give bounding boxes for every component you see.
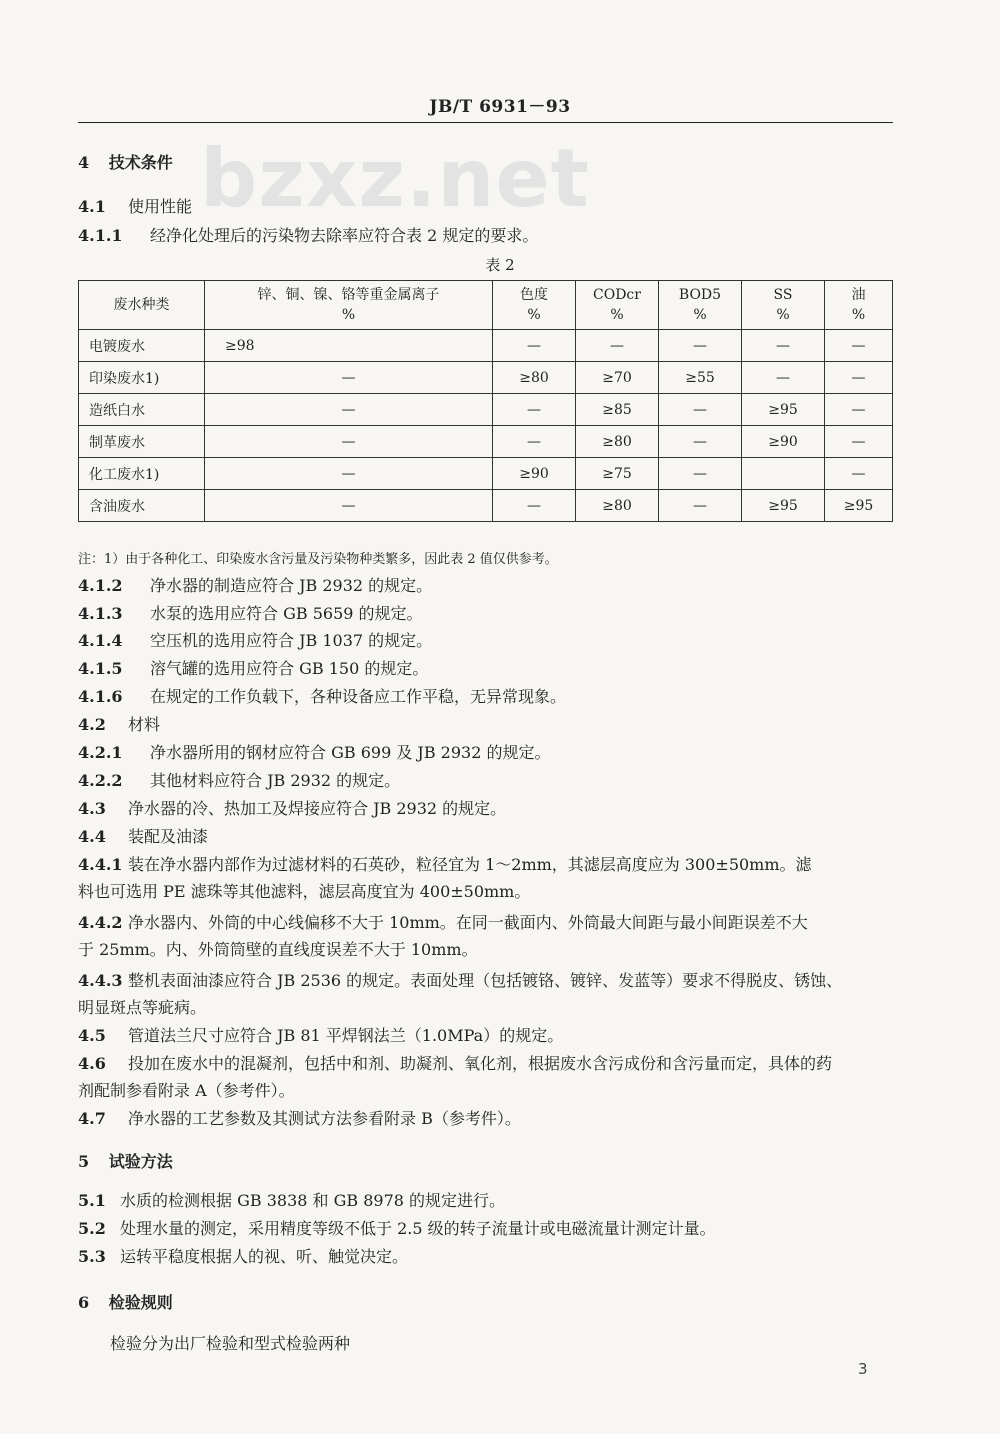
- section-number: 4: [78, 153, 90, 172]
- clause-text: 管道法兰尺寸应符合 JB 81 平焊钢法兰（1.0MPa）的规定。: [128, 1026, 564, 1045]
- cell: ≥90: [493, 458, 576, 490]
- clause-number: 4.1.1: [78, 226, 123, 245]
- cell: ≥75: [576, 458, 659, 490]
- cell: —: [493, 490, 576, 522]
- col-name: 锌、铜、镍、铬等重金属离子: [257, 287, 440, 303]
- row-name: 制革废水: [79, 426, 205, 458]
- clause-text: 空压机的选用应符合 JB 1037 的规定。: [150, 631, 433, 650]
- clause-text: 投加在废水中的混凝剂，包括中和剂、助凝剂、氧化剂，根据废水含污成份和含污量而定，具体的药: [128, 1054, 833, 1073]
- header-rule: [78, 122, 893, 123]
- col-unit: %: [610, 307, 624, 323]
- row-name: 化工废水1): [79, 458, 205, 490]
- clause-number: 4.2: [78, 715, 106, 734]
- clause: [78, 1246, 408, 1268]
- cell: —: [659, 458, 742, 490]
- row-name: 电镀废水: [79, 330, 205, 362]
- cell: ≥80: [493, 362, 576, 394]
- clause: [78, 1190, 505, 1212]
- clause-number: 4.4.1: [78, 855, 123, 874]
- col-name: BOD5: [678, 287, 722, 303]
- cell: ≥85: [576, 394, 659, 426]
- clause-text: 水质的检测根据 GB 3838 和 GB 8978 的规定进行。: [120, 1191, 506, 1210]
- cell: ≥80: [576, 490, 659, 522]
- cell: —: [742, 362, 825, 394]
- clause: [78, 770, 400, 792]
- table-row: [79, 458, 893, 490]
- cell: —: [825, 330, 893, 362]
- clause: [78, 826, 208, 848]
- clause: [78, 1218, 716, 1240]
- cell: ≥70: [576, 362, 659, 394]
- cell: ≥98: [205, 330, 493, 362]
- clause: [78, 658, 428, 680]
- header-oil: [825, 281, 893, 330]
- section-4-heading: [78, 152, 173, 174]
- clause-text: 净水器的工艺参数及其测试方法参看附录 B（参考件）。: [128, 1109, 521, 1128]
- section-number: 5: [78, 1152, 90, 1171]
- cell: ≥80: [576, 426, 659, 458]
- clause-text: 料也可选用 PE 滤珠等其他滤料，滤层高度宜为 400±50mm。: [78, 882, 531, 901]
- section-5-heading: [78, 1151, 173, 1173]
- cell: —: [742, 330, 825, 362]
- col-name: SS: [773, 287, 793, 303]
- clause-text: 剂配制参看附录 A（参考件）。: [78, 1081, 295, 1100]
- clause-text: 经净化处理后的污染物去除率应符合表 2 规定的要求。: [150, 226, 539, 245]
- clause-text: 净水器内、外筒的中心线偏移不大于 10mm。在同一截面内、外筒最大间距与最小间距误差不大: [128, 913, 808, 932]
- clause-number: 4.1.5: [78, 659, 123, 678]
- section-title: 检验规则: [108, 1293, 173, 1312]
- table-row: [79, 362, 893, 394]
- clause-number: 4.1.6: [78, 687, 123, 706]
- col-name: 色度: [520, 287, 548, 303]
- cell: —: [825, 458, 893, 490]
- clause-number: 4.4.2: [78, 913, 123, 932]
- clause-text: 装配及油漆: [128, 827, 209, 846]
- clause: [78, 742, 551, 764]
- clause-4-1: [78, 196, 192, 218]
- clause-number: 4.1.3: [78, 604, 123, 623]
- clause-text: 明显斑点等疵病。: [78, 998, 207, 1017]
- clause-number: 4.2.1: [78, 743, 123, 762]
- table-row: [79, 394, 893, 426]
- clause-text: 在规定的工作负载下，各种设备应工作平稳，无异常现象。: [150, 687, 567, 706]
- clause: [78, 1025, 563, 1047]
- clause-number: 5.3: [78, 1247, 106, 1266]
- clause-text: 净水器所用的钢材应符合 GB 699 及 JB 2932 的规定。: [150, 743, 551, 762]
- clause-text: 净水器的冷、热加工及焊接应符合 JB 2932 的规定。: [128, 799, 507, 818]
- cell: —: [825, 362, 893, 394]
- clause-number: 5.2: [78, 1219, 106, 1238]
- col-unit: %: [693, 307, 707, 323]
- header-bod: [659, 281, 742, 330]
- clause-number: 4.7: [78, 1109, 106, 1128]
- section-6-heading: [78, 1292, 173, 1314]
- cell: ≥95: [742, 394, 825, 426]
- clause: [78, 970, 842, 992]
- table-header-row: [79, 281, 893, 330]
- clause-text: 净水器的制造应符合 JB 2932 的规定。: [150, 576, 433, 595]
- clause-text: 处理水量的测定，采用精度等级不低于 2.5 级的转子流量计或电磁流量计测定计量。: [120, 1219, 716, 1238]
- clause-number: 4.4.3: [78, 971, 123, 990]
- clause-text: 材料: [128, 715, 161, 734]
- clause-number: 4.1: [78, 197, 106, 216]
- cell: —: [493, 330, 576, 362]
- cell: —: [205, 426, 493, 458]
- header-ss: [742, 281, 825, 330]
- row-name: 印染废水1): [79, 362, 205, 394]
- clause: [78, 1108, 521, 1130]
- clause-continuation: [78, 939, 478, 961]
- clause: [78, 912, 808, 934]
- col-unit: %: [851, 307, 866, 323]
- clause-text: 运转平稳度根据人的视、听、触觉决定。: [120, 1247, 409, 1266]
- cell: ≥90: [742, 426, 825, 458]
- cell: ≥95: [742, 490, 825, 522]
- cell: —: [205, 394, 493, 426]
- document-header: JB/T 6931－93: [429, 97, 571, 117]
- cell: ≥95: [825, 490, 893, 522]
- col-unit: %: [776, 307, 790, 323]
- cell: —: [576, 330, 659, 362]
- cell: —: [205, 490, 493, 522]
- clause-continuation: [78, 1080, 295, 1102]
- clause-number: 5.1: [78, 1191, 106, 1210]
- clause: [78, 575, 432, 597]
- section-6-body: 检验分为出厂检验和型式检验两种: [110, 1334, 351, 1353]
- table-row: [79, 490, 893, 522]
- removal-rate-table: [78, 280, 893, 522]
- page-number: 3: [858, 1360, 868, 1378]
- table-row: [79, 330, 893, 362]
- clause-number: 4.3: [78, 799, 106, 818]
- clause-text: 装在净水器内部作为过滤材料的石英砂，粒径宜为 1～2mm，其滤层高度应为 300±50mm。滤: [128, 855, 812, 874]
- clause-text: 于 25mm。内、外筒筒壁的直线度误差不大于 10mm。: [78, 940, 478, 959]
- cell: —: [659, 490, 742, 522]
- cell: —: [205, 458, 493, 490]
- clause-text: 整机表面油漆应符合 JB 2536 的规定。表面处理（包括镀铬、镀锌、发蓝等）要求不得脱皮、锈蚀、: [128, 971, 843, 990]
- clause-number: 4.2.2: [78, 771, 123, 790]
- section-title: 试验方法: [108, 1152, 173, 1171]
- clause-number: 4.5: [78, 1026, 106, 1045]
- header-cod: [576, 281, 659, 330]
- cell: —: [825, 394, 893, 426]
- cell: —: [825, 426, 893, 458]
- clause: [78, 1053, 832, 1075]
- row-name: 造纸白水: [79, 394, 205, 426]
- header-heavy-metal: [205, 281, 493, 330]
- clause-text: 水泵的选用应符合 GB 5659 的规定。: [150, 604, 423, 623]
- watermark: bzxz.net: [200, 132, 590, 225]
- header-color: [493, 281, 576, 330]
- clause-continuation: [78, 881, 530, 903]
- table-note: 注：1）由于各种化工、印染废水含污量及污染物种类繁多，因此表 2 值仅供参考。: [78, 552, 558, 567]
- clause-4-1-1: [78, 225, 538, 247]
- clause-number: 4.1.2: [78, 576, 123, 595]
- clause-text: 其他材料应符合 JB 2932 的规定。: [150, 771, 401, 790]
- clause: [78, 630, 432, 652]
- col-name: CODcr: [593, 287, 641, 303]
- clause-text: 溶气罐的选用应符合 GB 150 的规定。: [150, 659, 429, 678]
- col-unit: %: [341, 307, 356, 323]
- col-unit: %: [527, 307, 541, 323]
- clause-number: 4.4: [78, 827, 106, 846]
- clause: [78, 854, 812, 876]
- clause: [78, 603, 423, 625]
- table-caption: 表 2: [485, 256, 515, 274]
- cell: —: [659, 330, 742, 362]
- clause-text: 使用性能: [128, 197, 193, 216]
- row-name: 含油废水: [79, 490, 205, 522]
- cell: —: [493, 394, 576, 426]
- clause: [78, 714, 160, 736]
- table-row: [79, 426, 893, 458]
- section-number: 6: [78, 1293, 90, 1312]
- cell: [742, 458, 825, 490]
- clause: [78, 686, 566, 708]
- clause-number: 4.1.4: [78, 631, 123, 650]
- cell: —: [659, 394, 742, 426]
- cell: —: [659, 426, 742, 458]
- cell: —: [205, 362, 493, 394]
- header-wastewater-type: 废水种类: [79, 281, 205, 330]
- clause-number: 4.6: [78, 1054, 106, 1073]
- col-name: 油: [851, 287, 866, 303]
- section-title: 技术条件: [108, 153, 173, 172]
- cell: —: [493, 426, 576, 458]
- clause: [78, 798, 506, 820]
- clause-continuation: [78, 997, 206, 1019]
- cell: ≥55: [659, 362, 742, 394]
